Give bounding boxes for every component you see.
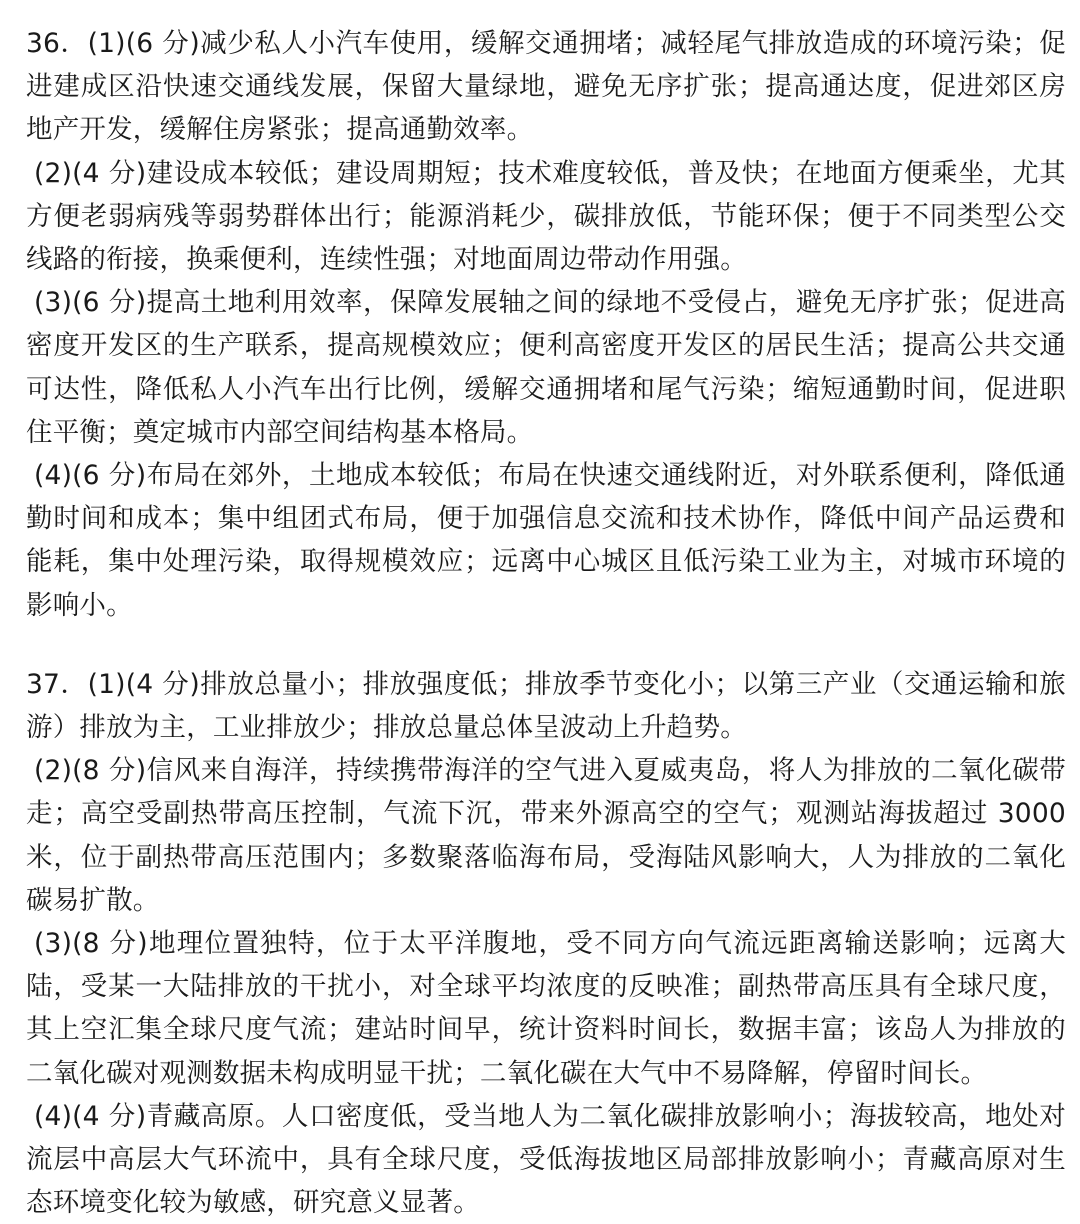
part-label: (2) [34, 157, 73, 189]
question-37-part-1 [26, 663, 1066, 749]
question-36-part-4 [26, 454, 1066, 627]
part-label: (4) [34, 1100, 73, 1132]
part-score: (4 分) [72, 157, 147, 189]
question-36 [26, 22, 1066, 627]
question-37-part-3 [26, 922, 1066, 1095]
part-answer-text: 减少私人小汽车使用，缓解交通拥堵；减轻尾气排放造成的环境污染；促进建成区沿快速交通线发展，保留大量绿地，避免无序扩张；提高通达度，促进郊区房地产开发，缓解住房紧张；提高通勤效率。 [26, 28, 1067, 146]
question-number: 37． [26, 668, 88, 700]
part-answer-text: 建设成本较低；建设周期短；技术难度较低，普及快；在地面方便乘坐，尤其方便老弱病残等弱势群体出行；能源消耗少，碳排放低，节能环保；便于不同类型公交线路的衔接，换乘便利，连续性强；对地面周边带动作用强。 [26, 157, 1066, 276]
part-score: (6 分) [72, 460, 147, 492]
question-36-part-1 [26, 22, 1066, 152]
part-score: (6 分) [125, 28, 200, 59]
part-answer-text: 布局在郊外，土地成本较低；布局在快速交通线附近，对外联系便利，降低通勤时间和成本；集中组团式布局，便于加强信息交流和技术协作，降低中间产品运费和能耗，集中处理污染，取得规模效应；远离中心城区且低污染工业为主，对城市环境的影响小。 [26, 460, 1066, 621]
part-score: (4 分) [125, 668, 200, 700]
part-label: (4) [34, 460, 73, 492]
question-37-part-4 [26, 1095, 1066, 1224]
part-answer-text: 地理位置独特，位于太平洋腹地，受不同方向气流远距离输送影响；远离大陆，受某一大陆排放的干扰小，对全球平均浓度的反映准；副热带高压具有全球尺度，其上空汇集全球尺度气流；建站时间早，统计资料时间长，数据丰富；该岛人为排放的二氧化碳对观测数据未构成明显干扰；二氧化碳在大气中不易降解，停留时间长。 [26, 928, 1066, 1089]
part-label: (3) [34, 928, 73, 960]
question-36-part-3 [26, 281, 1066, 454]
part-score: (8 分) [72, 755, 147, 787]
part-label: (1) [87, 668, 126, 700]
part-label: (3) [34, 287, 73, 319]
part-label: (2) [34, 755, 73, 787]
question-37-part-2 [26, 749, 1066, 922]
part-answer-text: 青藏高原。人口密度低，受当地人为二氧化碳排放影响小；海拔较高，地处对流层中高层大气环流中，具有全球尺度，受低海拔地区局部排放影响小；青藏高原对生态环境变化较为敏感，研究意义显著。 [26, 1100, 1066, 1219]
part-answer-text: 排放总量小；排放强度低；排放季节变化小；以第三产业（交通运输和旅游）排放为主，工业排放少；排放总量总体呈波动上升趋势。 [26, 668, 1067, 744]
question-37 [26, 663, 1066, 1224]
part-label: (1) [87, 28, 126, 59]
question-36-part-2 [26, 152, 1066, 282]
part-score: (4 分) [72, 1100, 147, 1132]
part-answer-text: 信风来自海洋，持续携带海洋的空气进入夏威夷岛，将人为排放的二氧化碳带走；高空受副热带高压控制，气流下沉，带来外源高空的空气；观测站海拔超过 3000 米，位于副热带高压范围内；多数聚落临海布局，受海陆风影响大，人为排放的二氧化碳易扩散。 [26, 755, 1066, 916]
question-number: 36． [26, 28, 88, 59]
part-score: (8 分) [72, 928, 148, 960]
part-answer-text: 提高土地利用效率，保障发展轴之间的绿地不受侵占，避免无序扩张；促进高密度开发区的生产联系，提高规模效应；便利高密度开发区的居民生活；提高公共交通可达性，降低私人小汽车出行比例，缓解交通拥堵和尾气污染；缩短通勤时间，促进职住平衡；奠定城市内部空间结构基本格局。 [26, 287, 1066, 448]
part-score: (6 分) [72, 287, 147, 319]
